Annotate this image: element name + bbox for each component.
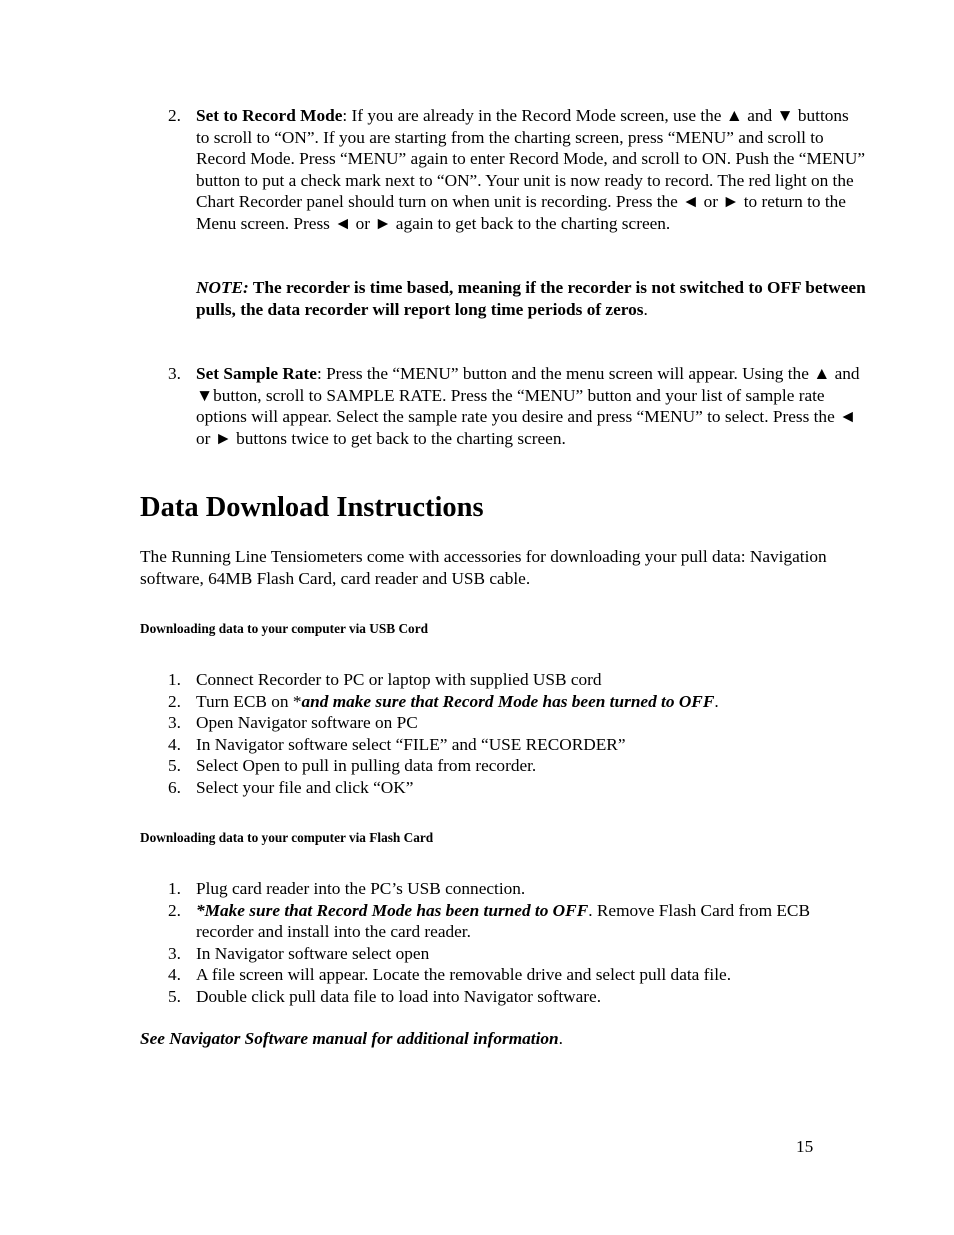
list-number: 4.	[168, 734, 181, 754]
flash-steps-list	[168, 878, 868, 1008]
step-title: Set to Record Mode	[196, 106, 343, 125]
list-number: 4.	[168, 965, 181, 985]
list-text: Connect Recorder to PC or laptop with supplied USB cord	[196, 670, 602, 689]
list-text: Turn ECB on *	[196, 691, 302, 711]
step-body: : Press the “MENU” button and the menu screen will appear. Using the ▲ and ▼button, scroll to SAMPLE RATE. Press the “MENU” button and your list of sample rate options will appear. Select the sample rate you desire and press “MENU” to select. Press the ◄ or ► buttons twice to get back to the charting screen.	[196, 364, 860, 448]
list-text: Double click pull data file to load into Navigator software.	[196, 986, 602, 1006]
list-text: In Navigator software select “FILE” and “USE RECORDER”	[196, 734, 626, 754]
list-item	[168, 986, 868, 1008]
list-text: Open Navigator software on PC	[196, 713, 418, 733]
closing-text: See Navigator Software manual for additional information	[140, 1029, 559, 1048]
list-number: 5.	[168, 986, 181, 1006]
list-emphasis: and make sure that Record Mode has been turned to OFF	[301, 691, 715, 711]
step-number: 3.	[168, 364, 181, 383]
list-item	[168, 777, 868, 799]
list-item	[168, 712, 868, 734]
list-item	[168, 964, 868, 986]
list-text: A file screen will appear. Locate the removable drive and select pull data file.	[196, 965, 732, 985]
step-title: Set Sample Rate	[196, 364, 317, 383]
step-text	[196, 105, 866, 235]
list-text: Select your file and click “OK”	[196, 777, 414, 797]
note-label: NOTE:	[196, 278, 249, 297]
list-number: 3.	[168, 943, 181, 963]
list-text: Plug card reader into the PC’s USB connection.	[196, 879, 526, 898]
closing-end: .	[558, 1029, 563, 1048]
flash-subheading: Downloading data to your computer via Flash Card	[140, 830, 434, 845]
list-text: Select Open to pull in pulling data from recorder.	[196, 756, 537, 776]
list-emphasis: *Make sure that Record Mode has been turned to OFF	[196, 900, 589, 920]
step-body: : If you are already in the Record Mode screen, use the ▲ and ▼ buttons to scroll to “ON”. If you are starting from the charting screen, press “MENU” and scroll to Record Mode. Press “MENU” again to enter Record Mode, and scroll to ON. Push the “MENU” button to put a check mark next to “ON”. Your unit is now ready to record. The red light on the Chart Recorder panel should turn on when unit is recording. Press the ◄ or ► to return to the Menu screen. Press ◄ or ► again to get back to the charting screen.	[196, 106, 866, 233]
closing-note	[140, 1028, 563, 1050]
list-number: 6.	[168, 777, 181, 797]
list-text-end: . Remove Flash Card from ECB recorder and install into the card reader.	[196, 900, 810, 942]
step-text	[196, 363, 866, 449]
list-item	[168, 669, 868, 691]
note-paragraph	[196, 277, 876, 320]
section-heading: Data Download Instructions	[140, 492, 484, 523]
section-intro: The Running Line Tensiometers come with accessories for downloading your pull data: Navigation software, 64MB Flash Card, card reader and USB cable.	[140, 547, 827, 588]
list-text: In Navigator software select open	[196, 943, 430, 963]
list-item	[168, 943, 868, 965]
list-item	[168, 878, 868, 900]
list-number: 2.	[168, 691, 181, 711]
list-number: 2.	[168, 900, 181, 920]
list-number: 3.	[168, 713, 181, 733]
list-number: 1.	[168, 879, 181, 898]
list-item	[168, 900, 868, 943]
note-end: .	[643, 299, 648, 319]
note-text: The recorder is time based, meaning if the recorder is not switched to OFF between pulls, the data recorder will report long time periods of zeros	[196, 278, 866, 319]
step-number: 2.	[168, 106, 181, 125]
list-item	[168, 734, 868, 756]
page-number: 15	[796, 1137, 814, 1156]
list-text-end: .	[714, 691, 719, 711]
list-number: 1.	[168, 670, 181, 689]
usb-subheading: Downloading data to your computer via USB Cord	[140, 621, 429, 636]
usb-steps-list	[168, 669, 868, 799]
list-item	[168, 755, 868, 777]
list-item	[168, 691, 868, 713]
list-number: 5.	[168, 756, 181, 776]
